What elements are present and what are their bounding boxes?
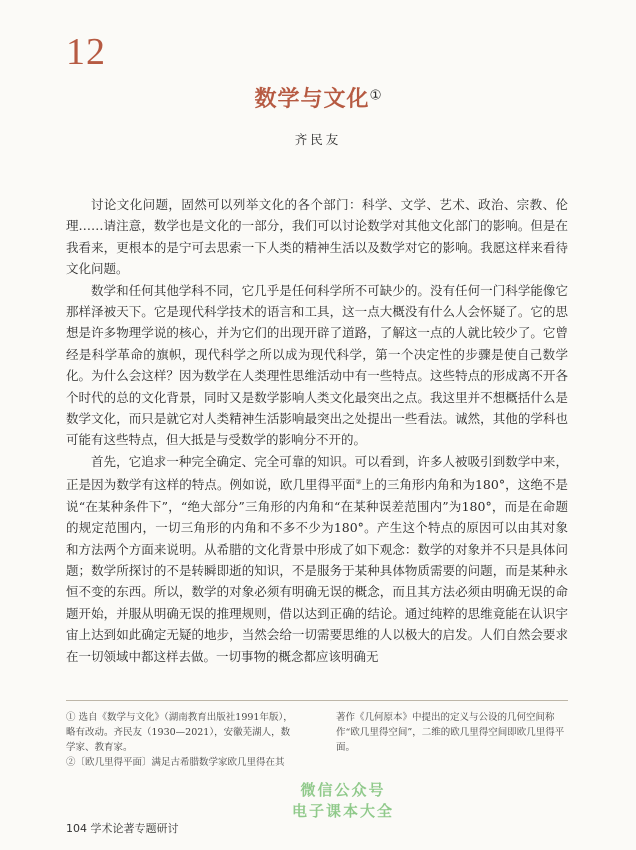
footnote-divider (66, 700, 568, 701)
page-title: 数学与文化 (254, 87, 370, 112)
author: 齐民友 (294, 132, 342, 147)
watermark-line-1: 微信公众号 (300, 781, 386, 799)
watermark-line-2: 电子课本大全 (291, 802, 394, 820)
paragraph-2: 数学和任何其他学科不同，它几乎是任何科学所不可缺少的。没有任何一门科学能像它那样泽被天下。它是现代科学技术的语言和工具，这一点大概没有什么人会怀疑了。它的思想是许多物理学说的核心，并为它们的出现开辟了道路，了解这一点的人就比较少了。它曾经是科学革命的旗帜，现代科学之所以成为现代科学，第一个决定性的步骤是使自己数学化。为什么会这样？因为数学在人类理性思维活动中有一些特点。这些特点的形成离不开各个时代的总的文化背景，同时又是数学影响人类文化最突出之点。我这里并不想概括什么是数学文化，而只是就它对人类精神生活影响最突出之处提出一些看法。诚然，其他的学科也可能有这些特点，但大抵是与受数学的影响分不开的。 (66, 282, 568, 448)
paragraph-1: 讨论文化问题，固然可以列举文化的各个部门：科学、文学、艺术、政治、宗教、伦理……请注意，数学也是文化的一部分，我们可以讨论数学对其他文化部门的影响。但是在我看来，更根本的是宁可去思索一下人类的精神生活以及数学对它的影响。我愿这样来看待文化问题。 (66, 197, 568, 277)
footnote-2-end: 著作《几何原本》中提出的定义与公设的几何空间称作“欧几里得空间”，二维的欧几里得空间即欧几里得平面。 (336, 712, 565, 753)
section-name: 学术论著专题研讨 (90, 822, 179, 835)
title-block (0, 82, 636, 113)
page-number: 104 (66, 822, 87, 835)
footnote-2-start: ②〔欧几里得平面〕满足古希腊数学家欧几里得在其 (66, 757, 285, 768)
paragraph-3-part1: 首先，它追求一种完全确定、完全可靠的知识。可以看到，许多人被吸引到数学中来，正是因为数学有这样的特点。例如说，欧几里得平面 (66, 453, 568, 493)
page-footer (66, 820, 179, 836)
article-body (66, 194, 568, 667)
paragraph-3 (66, 451, 568, 667)
chapter-number: 12 (66, 31, 106, 73)
footnote-column-left (66, 710, 298, 770)
footnote-1: ① 选自《数学与文化》（湖南教育出版社1991年版），略有改动。齐民友（1930—2021），安徽芜湖人，数学家、教育家。 (66, 712, 293, 753)
paragraph-3-part2: 上的三角形内角和为180°，这绝不是说“在某种条件下”，“绝大部分”三角形的内角和“在某种误差范围内”为180°，而是在命题的规定范围内，一切三角形的内角和不多不少为180°。产生这个特点的原因可以由其对象和方法两个方面来说明。从希腊的文化背景中形成了如下观念：数学的对象并不只是具体问题；数学所探讨的不是转瞬即逝的知识，不是服务于某种具体物质需要的问题，而是某种永恒不变的东西。所以，数学的对象必须有明确无误的概念，而且其方法必须由明确无误的命题开始，并服从明确无误的推理规则，借以达到正确的结论。通过纯粹的思维竟能在认识宇宙上达到如此确定无疑的地步，当然会给一切需要思维的人以极大的启发。人们自然会要求在一切领域中都这样去做。一切事物的概念都应该明确无 (66, 477, 568, 664)
footnotes (66, 710, 568, 770)
title-footnote-mark: ① (369, 88, 382, 104)
footnote-mark-2: ② (355, 478, 362, 487)
watermark (258, 780, 428, 822)
footnote-column-right (336, 710, 568, 770)
